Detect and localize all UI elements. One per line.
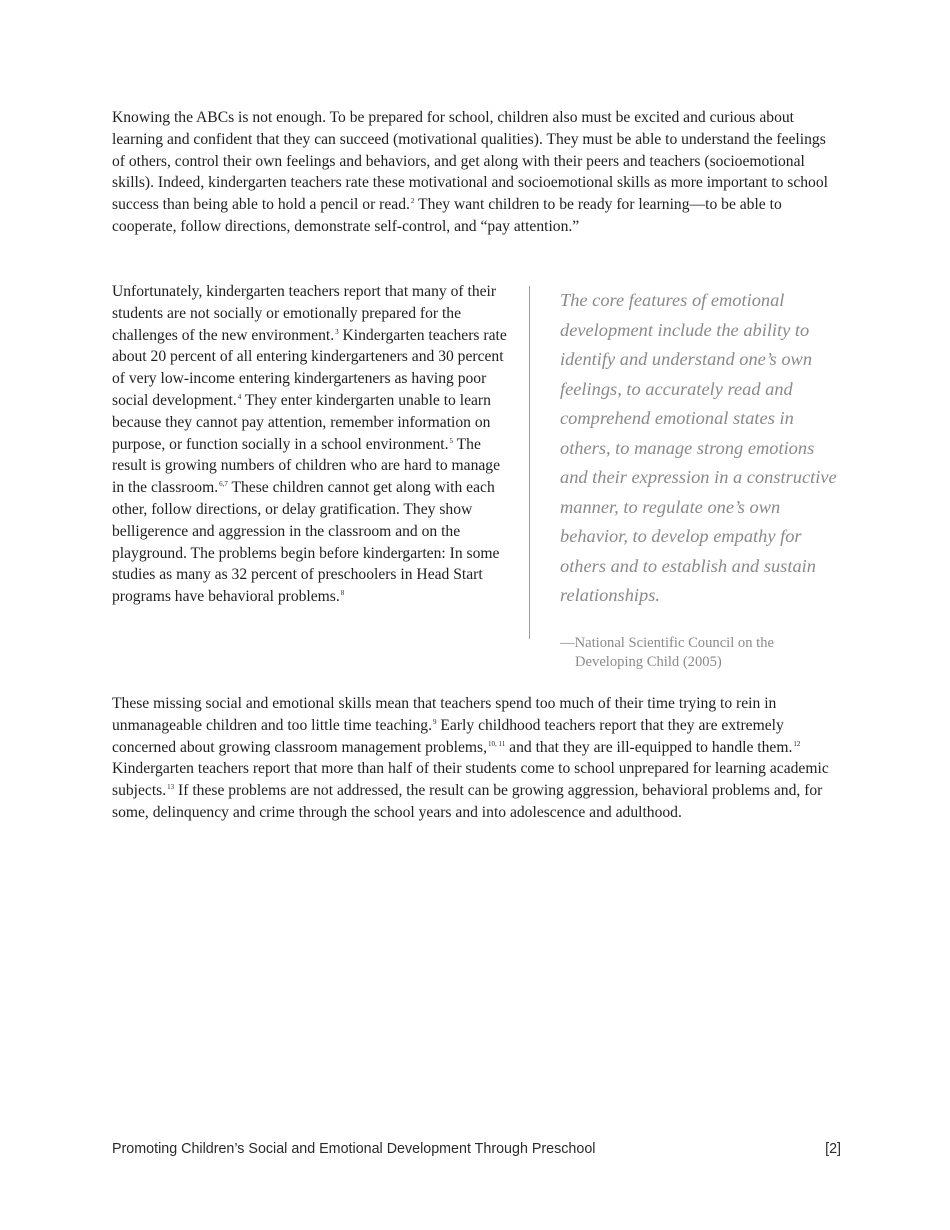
footnote-ref: 8 [340, 589, 345, 598]
pull-quote-attribution: —National Scientific Council on the Developing Child (2005) [560, 634, 774, 670]
paragraph-text: Early childhood teachers report that they are extremely concerned about growing classroom management problems, [112, 716, 784, 756]
paragraph-text: Kindergarten teachers rate about 20 percent of all entering kindergarteners and 30 percent of very low-income entering kindergarteners as having poor social development. [112, 326, 507, 409]
footnote-ref: 9 [433, 717, 437, 726]
paragraph-text: Unfortunately, kindergarten teachers report that many of their students are not socially or emotionally prepared for the challenges of the new environment. [112, 283, 497, 344]
paragraph-text: The result is growing numbers of children who are hard to manage in the classroom. [112, 435, 501, 497]
paragraph-text: If these problems are not addressed, the result can be growing aggression, behavioral problems and, for some, delinquency and crime through the school years and into adolescence and adulthood. [112, 782, 823, 821]
paragraph-text: Knowing the ABCs is not enough. To be prepared for school, children also must be excited and curious about learning and confident that they can succeed (motivational qualities). They must be able to understand the feelings of others, control their own feelings and behaviors, and get along with their peers and teachers (socioemotional skills). Indeed, kindergarten teachers rate these motivational and socioemotional skills as more important to school success than being able to hold a pencil or read. [112, 109, 828, 214]
page-footer [112, 1141, 841, 1157]
footnote-ref: 12 [793, 739, 801, 748]
pull-quote-sidebar [529, 286, 841, 670]
footer-title: Promoting Children’s Social and Emotional Development Through Preschool [112, 1141, 596, 1157]
paragraph-text: These children cannot get along with each other, follow directions, or delay gratification. They show belligerence and aggression in the classroom and on the playground. The problems begin before kindergarten: In some studies as many as 32 percent of preschoolers in Head Start programs have behavioral problems. [112, 479, 500, 606]
footnote-ref: 4 [237, 392, 242, 401]
footnote-ref: 6,7 [219, 480, 228, 489]
pull-quote-text: The core features of emotional development include the ability to identify and understand one’s own feelings, to accurately read and comprehend emotional states in others, to manage strong emotions and their expression in a constructive manner, to regulate one’s own behavior, to develop empathy for others and to establish and sustain relationships. [560, 290, 837, 605]
paragraph-text: These missing social and emotional skills mean that teachers spend too much of their time trying to rein in unmanageable children and too little time teaching. [112, 695, 777, 734]
paragraph-text: They want children to be ready for learning—to be able to cooperate, follow directions, demonstrate self-control, and “pay attention.” [112, 196, 782, 235]
footnote-ref: 10, 11 [488, 739, 506, 748]
footnote-ref: 2 [410, 197, 415, 206]
paragraph-abcs [112, 107, 842, 238]
paragraph-unfortunately [112, 281, 512, 608]
footnote-ref: 5 [449, 436, 453, 445]
paragraph-text: and that they are ill-equipped to handle them. [505, 738, 793, 756]
footnote-ref: 13 [167, 783, 175, 792]
footnote-ref: 3 [335, 327, 339, 336]
paragraph-text: Kindergarten teachers report that more than half of their students come to school unprepared for learning academic subjects. [112, 760, 829, 800]
paragraph-text: They enter kindergarten unable to learn because they cannot pay attention, remember information on purpose, or function socially in a school environment. [112, 391, 491, 453]
page-number: [2] [825, 1141, 841, 1157]
paragraph-missing-skills [112, 693, 842, 824]
